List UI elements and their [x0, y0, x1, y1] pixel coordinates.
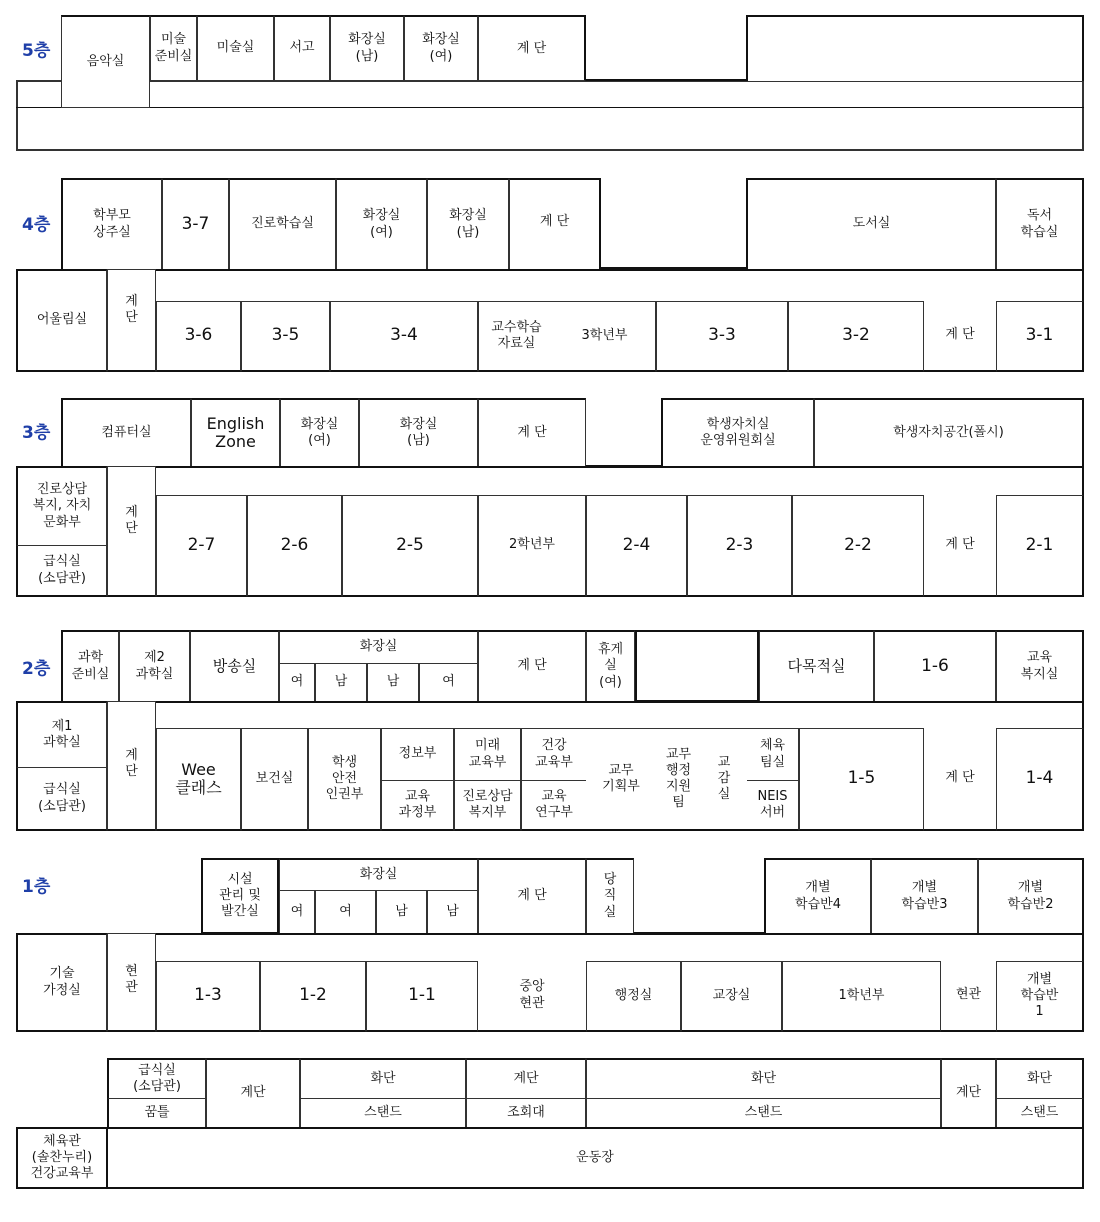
room-health[interactable]: 보건실 [241, 728, 308, 831]
block-5-right [746, 15, 1084, 81]
stairs-2-b[interactable]: 계 단 [924, 728, 996, 831]
room-1-6[interactable]: 1-6 [874, 630, 996, 702]
room-1-1[interactable]: 1-1 [366, 961, 478, 1032]
room-vice-principal[interactable]: 교 감 실 [701, 728, 747, 831]
room-sci2[interactable]: 제2 과학실 [119, 630, 190, 702]
room-health-edu[interactable]: 건강 교육부 [521, 728, 586, 781]
room-grade2[interactable]: 2학년부 [478, 495, 586, 597]
room-2-6[interactable]: 2-6 [247, 495, 342, 597]
room-counsel[interactable]: 진로상담 복지부 [454, 780, 521, 831]
room-admin-support[interactable]: 교무 행정 지원 팀 [656, 728, 701, 831]
floor-label-2: 2층 [22, 659, 51, 679]
room-future[interactable]: 미래 교육부 [454, 728, 521, 781]
ground-flower-2[interactable]: 화단 [586, 1058, 941, 1099]
room-1-2[interactable]: 1-2 [260, 961, 366, 1032]
room-cafeteria-3[interactable]: 급식실 (소담관) [16, 545, 107, 597]
wc-1-stall-2: 여 [315, 890, 376, 934]
ground-stairs-3[interactable]: 계단 [941, 1058, 996, 1128]
room-ind4[interactable]: 개별 학습반4 [764, 858, 871, 934]
room-duty[interactable]: 당 직 실 [586, 858, 634, 934]
stairs-2[interactable]: 계 단 [478, 630, 586, 702]
ground-flower-1[interactable]: 화단 [300, 1058, 466, 1099]
room-sci1[interactable]: 제1 과학실 [16, 701, 107, 768]
room-3-4[interactable]: 3-4 [330, 301, 478, 372]
room-3-3[interactable]: 3-3 [656, 301, 788, 372]
ground-stand-2[interactable]: 스탠드 [586, 1098, 941, 1128]
room-pe-team[interactable]: 체육 팀실 [747, 728, 799, 781]
room-safety[interactable]: 학생 안전 인권부 [308, 728, 381, 831]
room-ind3[interactable]: 개별 학습반3 [871, 858, 978, 934]
room-2-2[interactable]: 2-2 [792, 495, 924, 597]
room-council[interactable]: 학생자치실 운영위원회실 [661, 398, 814, 467]
floor-label-1: 1층 [22, 877, 51, 897]
room-2-1[interactable]: 2-1 [996, 495, 1084, 597]
room-music[interactable]: 음악실 [61, 15, 150, 108]
stairs-3-v[interactable]: 계 단 [107, 466, 156, 597]
wc-2-stall-3: 남 [367, 663, 419, 702]
stairs-4-v[interactable]: 계 단 [107, 269, 156, 372]
wc-1-stall-4: 남 [427, 890, 478, 934]
room-3-2[interactable]: 3-2 [788, 301, 924, 372]
room-facility[interactable]: 시설 관리 및 발간실 [201, 858, 279, 934]
central-entrance[interactable]: 중앙 현관 [478, 961, 586, 1032]
room-wc-f-5[interactable]: 화장실 (여) [404, 15, 478, 81]
entrance-1-v[interactable]: 현 관 [107, 933, 156, 1032]
wc-2-stall-4: 여 [419, 663, 478, 702]
stairs-4-b[interactable]: 계 단 [924, 301, 996, 372]
ground-cafeteria[interactable]: 급식실 (소담관) [107, 1058, 206, 1099]
room-2-7[interactable]: 2-7 [156, 495, 247, 597]
ground-kkumteul[interactable]: 꿈틀 [107, 1098, 206, 1128]
room-reading[interactable]: 독서 학습실 [996, 178, 1084, 270]
wc-2-stall-1: 여 [279, 663, 315, 702]
room-wc-f-3[interactable]: 화장실 (여) [280, 398, 359, 467]
room-1-3[interactable]: 1-3 [156, 961, 260, 1032]
room-tech[interactable]: 기술 가정실 [16, 933, 107, 1032]
ground-stand-1[interactable]: 스탠드 [300, 1098, 466, 1128]
room-wc-1[interactable]: 화장실 [279, 858, 478, 891]
stairs-3-b[interactable]: 계 단 [924, 495, 996, 597]
room-1-4[interactable]: 1-4 [996, 728, 1084, 831]
room-1-5[interactable]: 1-5 [799, 728, 924, 831]
room-admin[interactable]: 행정실 [586, 961, 681, 1032]
stairs-3[interactable]: 계 단 [478, 398, 586, 467]
room-multi[interactable]: 다목적실 [759, 630, 874, 702]
room-neis[interactable]: NEIS 서버 [747, 780, 799, 831]
room-2-5[interactable]: 2-5 [342, 495, 478, 597]
wc-1-stall-1: 여 [279, 890, 315, 934]
room-grade3[interactable]: 3학년부 [554, 301, 656, 372]
room-materials[interactable]: 교수학습 자료실 [478, 301, 554, 372]
room-wc-2[interactable]: 화장실 [279, 630, 478, 664]
room-art[interactable]: 미술실 [197, 15, 274, 81]
room-blank-2 [635, 630, 759, 702]
room-info[interactable]: 정보부 [381, 728, 454, 781]
room-lounge[interactable]: 휴게 실 (여) [586, 630, 635, 702]
room-3-7[interactable]: 3-7 [162, 178, 229, 270]
room-3-1[interactable]: 3-1 [996, 301, 1084, 372]
room-3-5[interactable]: 3-5 [241, 301, 330, 372]
wc-1-stall-3: 남 [376, 890, 427, 934]
ground-stairs-2[interactable]: 계단 [466, 1058, 586, 1099]
room-research[interactable]: 교육 연구부 [521, 780, 586, 831]
entrance-1-b[interactable]: 현관 [941, 961, 996, 1032]
floor-label-3: 3층 [22, 423, 51, 443]
room-3-6[interactable]: 3-6 [156, 301, 241, 372]
room-computer[interactable]: 컴퓨터실 [61, 398, 191, 467]
stairs-1[interactable]: 계 단 [478, 858, 586, 934]
room-2-3[interactable]: 2-3 [687, 495, 792, 597]
room-cafeteria-2[interactable]: 급식실 (소담관) [16, 767, 107, 831]
room-principal[interactable]: 교장실 [681, 961, 782, 1032]
corridor-5 [16, 80, 1084, 151]
ground-gym[interactable]: 체육관 (솔찬누리) 건강교육부 [16, 1127, 107, 1189]
stairs-2-v[interactable]: 계 단 [107, 701, 156, 831]
room-grade1[interactable]: 1학년부 [782, 961, 941, 1032]
room-wc-f-4[interactable]: 화장실 (여) [336, 178, 427, 270]
room-wc-m-5[interactable]: 화장실 (남) [330, 15, 404, 81]
room-library[interactable]: 도서실 [746, 178, 996, 270]
room-ind1[interactable]: 개별 학습반 1 [996, 961, 1084, 1032]
room-student-space[interactable]: 학생자치공간(폴시) [814, 398, 1084, 467]
wc-2-stall-2: 남 [315, 663, 367, 702]
room-sci-prep[interactable]: 과학 준비실 [61, 630, 119, 702]
room-eoul[interactable]: 어울림실 [16, 269, 107, 372]
floor-label-4: 4층 [22, 215, 51, 235]
room-2-4[interactable]: 2-4 [586, 495, 687, 597]
stairs-5[interactable]: 계 단 [478, 15, 586, 81]
room-books[interactable]: 서고 [274, 15, 330, 81]
room-wee[interactable]: Wee 클래스 [156, 728, 241, 831]
room-parents[interactable]: 학부모 상주실 [61, 178, 162, 270]
floor-label-5: 5층 [22, 41, 51, 61]
roof-5-line [586, 79, 748, 81]
stairs-4[interactable]: 계 단 [509, 178, 601, 270]
ground-stairs-1[interactable]: 계단 [206, 1058, 300, 1128]
room-wc-m-4[interactable]: 화장실 (남) [427, 178, 509, 270]
room-edu-welfare[interactable]: 교육 복지실 [996, 630, 1084, 702]
ground-podium[interactable]: 조회대 [466, 1098, 586, 1128]
room-art-prep[interactable]: 미술 준비실 [150, 15, 197, 81]
ground-flower-3[interactable]: 화단 [996, 1058, 1084, 1099]
corridor-5-line [16, 107, 1084, 108]
room-curriculum[interactable]: 교육 과정부 [381, 780, 454, 831]
room-ind2[interactable]: 개별 학습반2 [978, 858, 1084, 934]
room-broadcast[interactable]: 방송실 [190, 630, 279, 702]
room-career[interactable]: 진로학습실 [229, 178, 336, 270]
room-planning[interactable]: 교무 기획부 [586, 728, 656, 831]
room-english[interactable]: English Zone [191, 398, 280, 467]
room-wc-m-3[interactable]: 화장실 (남) [359, 398, 478, 467]
ground-field[interactable]: 운동장 [106, 1127, 1084, 1189]
room-career-welfare[interactable]: 진로상담 복지, 자치 문화부 [16, 466, 107, 546]
ground-stand-3[interactable]: 스탠드 [996, 1098, 1084, 1128]
